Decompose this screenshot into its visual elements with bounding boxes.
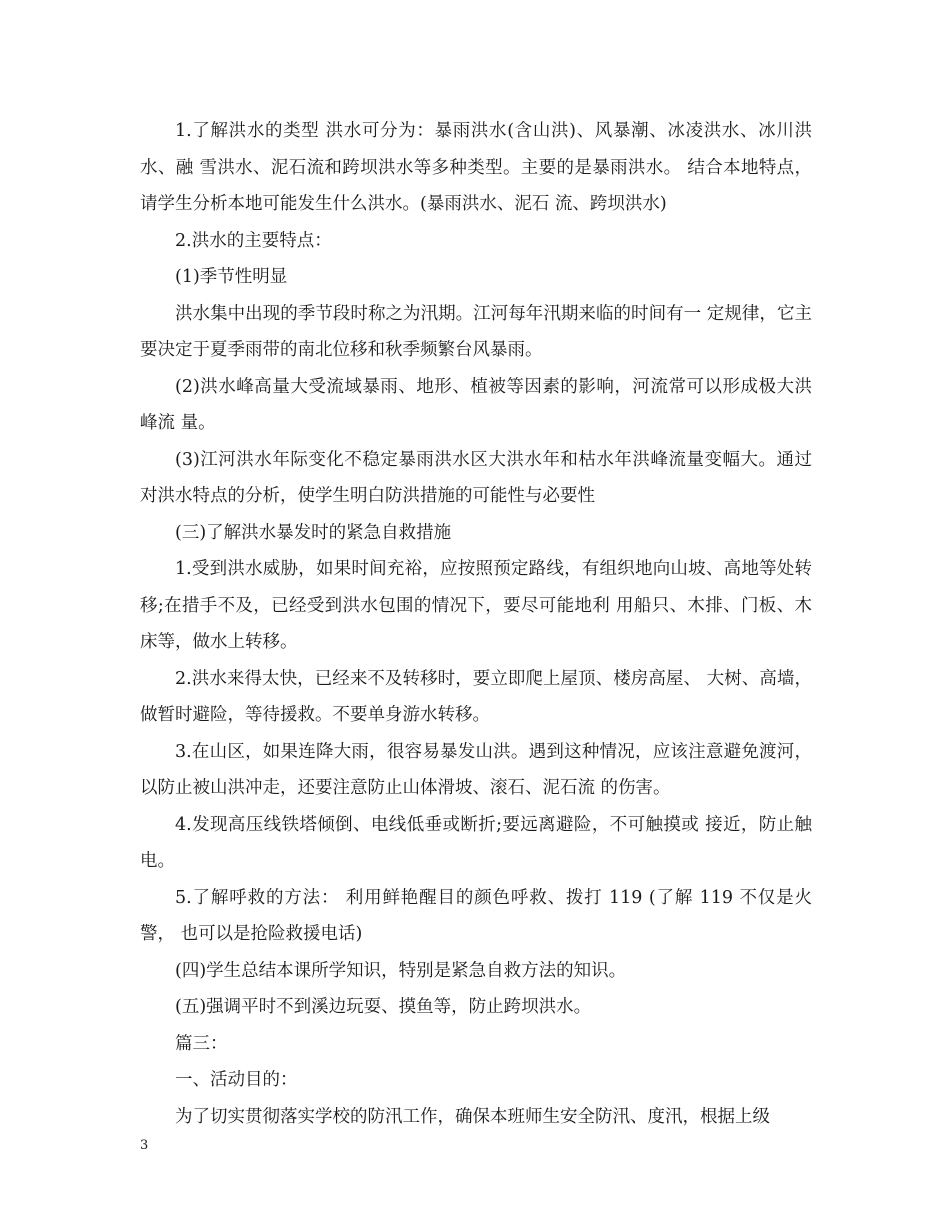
paragraph-rescue-step-4: 4.发现高压线铁塔倾倒、电线低垂或断折;要远离避险，不可触摸或 接近，防止触电。 (140, 814, 812, 871)
paragraph-flood-season: 洪水集中出现的季节段时称之为汛期。江河每年汛期来临的时间有一 定规律，它主要决定于夏季雨带的南北位移和秋季频繁台风暴雨。 (140, 303, 812, 360)
paragraph-flood-peak: (2)洪水峰高量大受流域暴雨、地形、植被等因素的影响，河流常可以形成极大洪峰流 量。 (140, 376, 812, 433)
paragraph-rescue-step-3: 3.在山区，如果连降大雨，很容易暴发山洪。遇到这种情况，应该注意避免渡河，以防止被山洪冲走，还要注意防止山体滑坡、滚石、泥石流 的伤害。 (140, 741, 812, 798)
paragraph-rescue-step-2: 2.洪水来得太快，已经来不及转移时，要立即爬上屋顶、楼房高屋、 大树、高墙，做暂时避险，等待援救。不要单身游水转移。 (140, 668, 812, 725)
page-number: 3 (140, 1138, 149, 1153)
paragraph-annual-variation: (3)江河洪水年际变化不稳定暴雨洪水区大洪水年和枯水年洪峰流量变幅大。通过对洪水特点的分析，使学生明白防洪措施的可能性与必要性 (140, 449, 812, 506)
document-body (140, 113, 812, 1135)
paragraph-activity-goal-heading: 一、活动目的： (175, 1070, 298, 1090)
paragraph-flood-types: 1.了解洪水的类型 洪水可分为：暴雨洪水(含山洪)、风暴潮、冰凌洪水、冰川洪水、融 雪洪水、泥石流和跨坝洪水等多种类型。主要的是暴雨洪水。 结合本地特点，请学生分析本地可能发生什么洪水。(暴雨洪水、泥石 流、跨坝洪水) (140, 121, 812, 214)
paragraph-rescue-step-5: 5.了解呼救的方法： 利用鲜艳醒目的颜色呼救、拨打 119 (了解 119 不仅是火警， 也可以是抢险救援电话) (140, 887, 812, 944)
paragraph-summary: (四)学生总结本课所学知识，特别是紧急自救方法的知识。 (175, 960, 627, 981)
paragraph-seasonality-heading: (1)季节性明显 (175, 267, 288, 287)
paragraph-rescue-step-1: 1.受到洪水威胁，如果时间充裕，应按照预定路线，有组织地向山坡、高地等处转移;在措手不及，已经受到洪水包围的情况下，要尽可能地利 用船只、木排、门板、木床等，做水上转移。 (140, 559, 812, 652)
paragraph-activity-goal: 为了切实贯彻落实学校的防汛工作，确保本班师生安全防汛、度汛，根据上级 (175, 1106, 770, 1127)
paragraph-self-rescue-heading: (三)了解洪水暴发时的紧急自救措施 (175, 522, 452, 543)
paragraph-flood-features-heading: 2.洪水的主要特点： (175, 230, 332, 251)
paragraph-section-three: 篇三： (175, 1033, 228, 1054)
paragraph-emphasis: (五)强调平时不到溪边玩耍、摸鱼等，防止跨坝洪水。 (175, 997, 592, 1017)
